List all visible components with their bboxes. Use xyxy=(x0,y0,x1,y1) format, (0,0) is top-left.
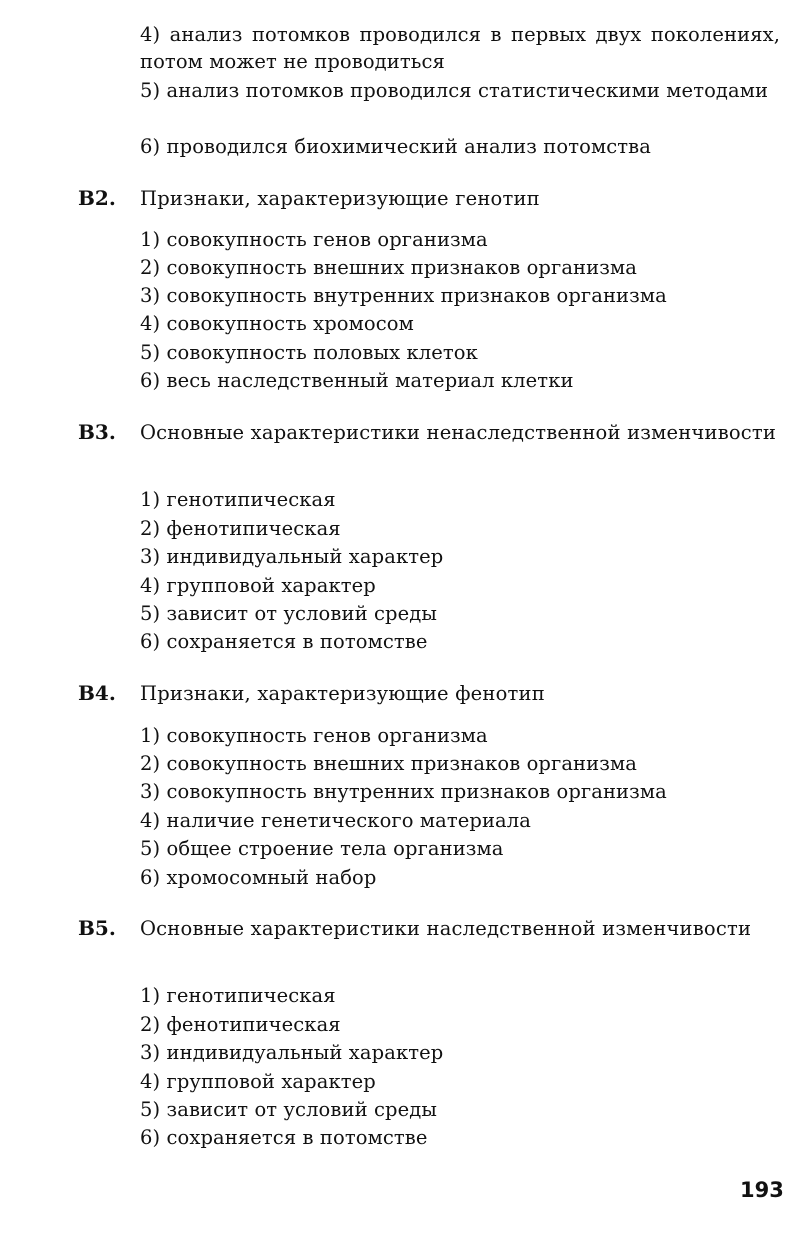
question-number: В3. xyxy=(78,420,116,444)
option-item: 3) совокупность внутренних признаков организма xyxy=(140,284,667,307)
option-item: 4) групповой характер xyxy=(140,1070,376,1093)
option-item: 4) совокупность хромосом xyxy=(140,312,414,335)
option-item: 5) общее строение тела организма xyxy=(140,837,504,860)
option-item: 2) совокупность внешних признаков организма xyxy=(140,256,637,279)
option-item: 1) совокупность генов организма xyxy=(140,724,488,747)
question-number: В4. xyxy=(78,681,116,705)
page-number: 193 xyxy=(740,1178,784,1202)
option-item: 6) сохраняется в потомстве xyxy=(140,630,428,653)
option-item: 1) генотипическая xyxy=(140,984,336,1007)
question-text: Основные характеристики наследственной изменчивости xyxy=(140,917,752,940)
option-item: 6) хромосомный набор xyxy=(140,866,377,889)
option-item: 1) генотипическая xyxy=(140,488,336,511)
option-item: 6) проводился биохимический анализ потомства xyxy=(140,135,651,158)
option-item: 6) весь наследственный материал клетки xyxy=(140,369,574,392)
option-item: 2) фенотипическая xyxy=(140,1013,341,1036)
option-item: 4) наличие генетического материала xyxy=(140,809,532,832)
option-item: 3) совокупность внутренних признаков организма xyxy=(140,780,667,803)
option-item: 3) индивидуальный характер xyxy=(140,1041,444,1064)
option-item: 2) совокупность внешних признаков организма xyxy=(140,752,637,775)
option-item: 5) анализ потомков проводился статистическими методами xyxy=(140,79,769,102)
option-item: 5) зависит от условий среды xyxy=(140,1098,437,1121)
question-text: Основные характеристики ненаследственной изменчивости xyxy=(140,421,777,444)
option-item: 4) групповой характер xyxy=(140,574,376,597)
question-text: Признаки, характеризующие генотип xyxy=(140,187,540,210)
option-item: 1) совокупность генов организма xyxy=(140,228,488,251)
option-item: 4) анализ потомков проводился в первых двух поколениях, потом может не проводиться xyxy=(140,23,780,73)
question-number: В2. xyxy=(78,186,116,210)
option-item: 2) фенотипическая xyxy=(140,517,341,540)
option-item: 5) совокупность половых клеток xyxy=(140,341,478,364)
question-text: Признаки, характеризующие фенотип xyxy=(140,682,545,705)
question-number: В5. xyxy=(78,916,116,940)
option-item: 6) сохраняется в потомстве xyxy=(140,1126,428,1149)
option-item: 5) зависит от условий среды xyxy=(140,602,437,625)
option-item: 3) индивидуальный характер xyxy=(140,545,444,568)
